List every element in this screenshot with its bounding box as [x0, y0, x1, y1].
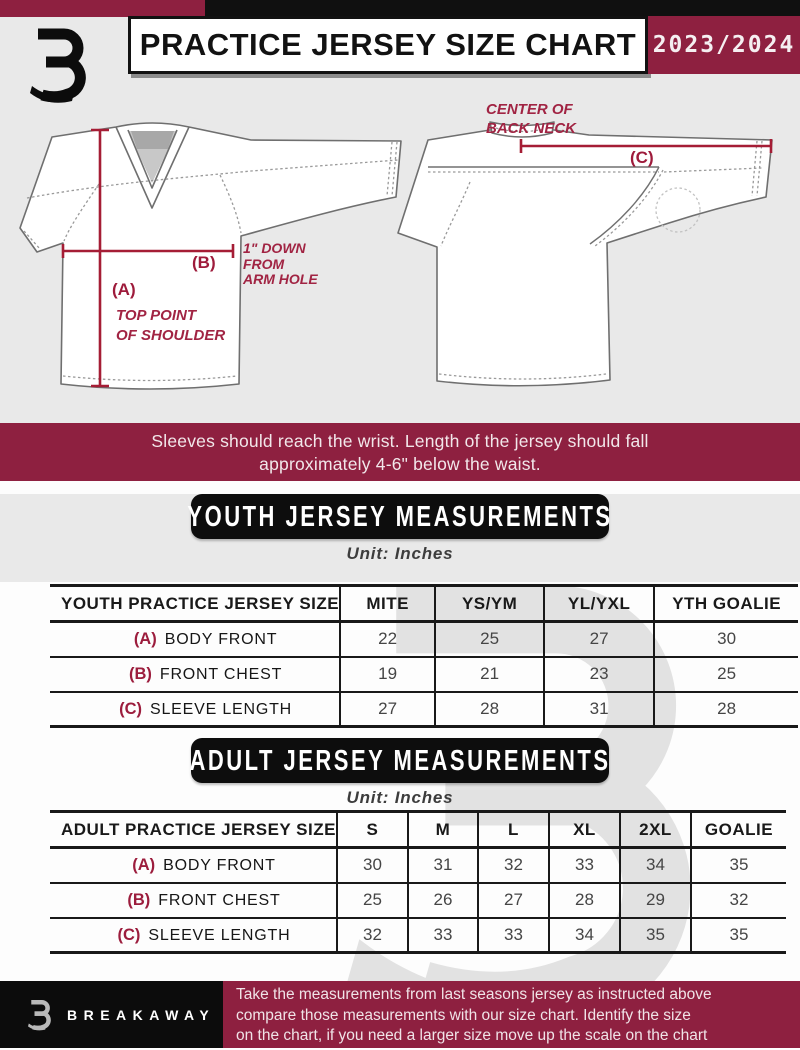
- measurements-section: [0, 494, 800, 981]
- cell: 21: [435, 657, 544, 692]
- col-xl: XL: [549, 812, 620, 848]
- top-strip-black: [205, 0, 800, 17]
- adult-heading: ADULT JERSEY MEASUREMENTS: [191, 738, 609, 783]
- cell: 33: [478, 918, 549, 953]
- fit-note-banner: [0, 423, 800, 481]
- armhole-note: 1" DOWN FROM ARM HOLE: [243, 240, 318, 287]
- measure-label-c: (C): [630, 148, 654, 167]
- cell: 27: [544, 622, 654, 657]
- cell: 35: [691, 848, 786, 883]
- breakaway-b-logo-small-icon: [28, 998, 55, 1031]
- row-label: SLEEVE LENGTH: [150, 700, 293, 718]
- row-key: (C): [117, 925, 141, 944]
- col-l: L: [478, 812, 549, 848]
- cell: 25: [435, 622, 544, 657]
- back-jersey-outline: [398, 130, 772, 386]
- cell: 30: [654, 622, 798, 657]
- cell: 23: [544, 657, 654, 692]
- cell: 29: [620, 883, 691, 918]
- cell: 30: [337, 848, 408, 883]
- cell: 34: [620, 848, 691, 883]
- row-key: (A): [133, 630, 157, 649]
- youth-heading: YOUTH JERSEY MEASUREMENTS: [191, 494, 609, 539]
- youth-size-table: [50, 584, 798, 728]
- cell: 33: [549, 848, 620, 883]
- cell: 32: [337, 918, 408, 953]
- col-yth-goalie: YTH GOALIE: [654, 586, 798, 622]
- table-header-row: [50, 586, 798, 622]
- youth-header-band: [0, 494, 800, 582]
- row-label: BODY FRONT: [164, 631, 278, 649]
- row-key: (B): [127, 891, 151, 909]
- col-goalie: GOALIE: [691, 812, 786, 848]
- row-key: (A): [132, 856, 156, 875]
- adult-unit-label: Unit: Inches: [346, 788, 454, 807]
- cell: 35: [620, 918, 691, 953]
- footer: [0, 981, 800, 1048]
- adult-size-table: [50, 810, 786, 954]
- fit-note-line1: Sleeves should reach the wrist. Length of the jersey should fall: [151, 431, 649, 451]
- top-strip-maroon: [0, 0, 205, 17]
- cell: 28: [435, 692, 544, 727]
- cell: 27: [478, 883, 549, 918]
- adult-table-title: ADULT PRACTICE JERSEY SIZE: [50, 812, 337, 848]
- youth-table-title: YOUTH PRACTICE JERSEY SIZE: [50, 586, 340, 622]
- youth-unit-label: Unit: Inches: [346, 544, 454, 563]
- cell: 19: [340, 657, 435, 692]
- season-badge: [648, 16, 800, 74]
- page-title-text: PRACTICE JERSEY SIZE CHART: [139, 27, 637, 62]
- cell: 32: [691, 883, 786, 918]
- shoulder-note: TOP POINT OF SHOULDER: [116, 307, 226, 344]
- breakaway-b-logo-icon: [30, 24, 96, 104]
- table-row: [50, 918, 786, 953]
- table-row: [50, 883, 786, 918]
- cell: 22: [340, 622, 435, 657]
- footer-instructions: [223, 981, 800, 1048]
- measure-label-a: (A): [112, 280, 136, 299]
- brand-name: BREAKAWAY: [67, 1006, 216, 1023]
- cell: 32: [478, 848, 549, 883]
- footer-line3: on the chart, if you need a larger size move up the scale on the chart: [236, 1027, 708, 1044]
- row-label: FRONT CHEST: [159, 666, 283, 683]
- row-label: BODY FRONT: [163, 857, 276, 875]
- jersey-diagram: [0, 107, 800, 423]
- back-neck-note: CENTER OF BACK NECK: [486, 101, 576, 137]
- col-s: S: [337, 812, 408, 848]
- cell: 33: [408, 918, 478, 953]
- table-row: [50, 692, 798, 727]
- table-row: [50, 622, 798, 657]
- top-accent-bar: [0, 0, 800, 17]
- cell: 26: [408, 883, 478, 918]
- col-ylyxl: YL/YXL: [544, 586, 654, 622]
- row-key: (B): [128, 665, 152, 683]
- cell: 31: [544, 692, 654, 727]
- col-mite: MITE: [340, 586, 435, 622]
- col-2xl: 2XL: [620, 812, 691, 848]
- fit-note-line2: approximately 4-6" below the waist.: [259, 454, 541, 474]
- footer-line2: compare those measurements with our size chart. Identify the size: [236, 1006, 691, 1024]
- cell: 27: [340, 692, 435, 727]
- cell: 31: [408, 848, 478, 883]
- page-title: [128, 16, 648, 74]
- footer-line1: Take the measurements from last seasons jersey as instructed above: [236, 986, 712, 1003]
- cell: 34: [549, 918, 620, 953]
- table-row: [50, 848, 786, 883]
- row-label: FRONT CHEST: [158, 892, 281, 909]
- diagram-section: [0, 17, 800, 423]
- col-ysym: YS/YM: [435, 586, 544, 622]
- cell: 28: [654, 692, 798, 727]
- season-badge-text: 2023/2024: [652, 32, 796, 58]
- table-header-row: [50, 812, 786, 848]
- measure-label-b: (B): [192, 253, 216, 272]
- cell: 28: [549, 883, 620, 918]
- cell: 25: [654, 657, 798, 692]
- col-m: M: [408, 812, 478, 848]
- table-row: [50, 657, 798, 692]
- row-label: SLEEVE LENGTH: [148, 926, 291, 944]
- cell: 35: [691, 918, 786, 953]
- row-key: (C): [119, 699, 143, 718]
- footer-brand-block: [0, 981, 223, 1048]
- cell: 25: [337, 883, 408, 918]
